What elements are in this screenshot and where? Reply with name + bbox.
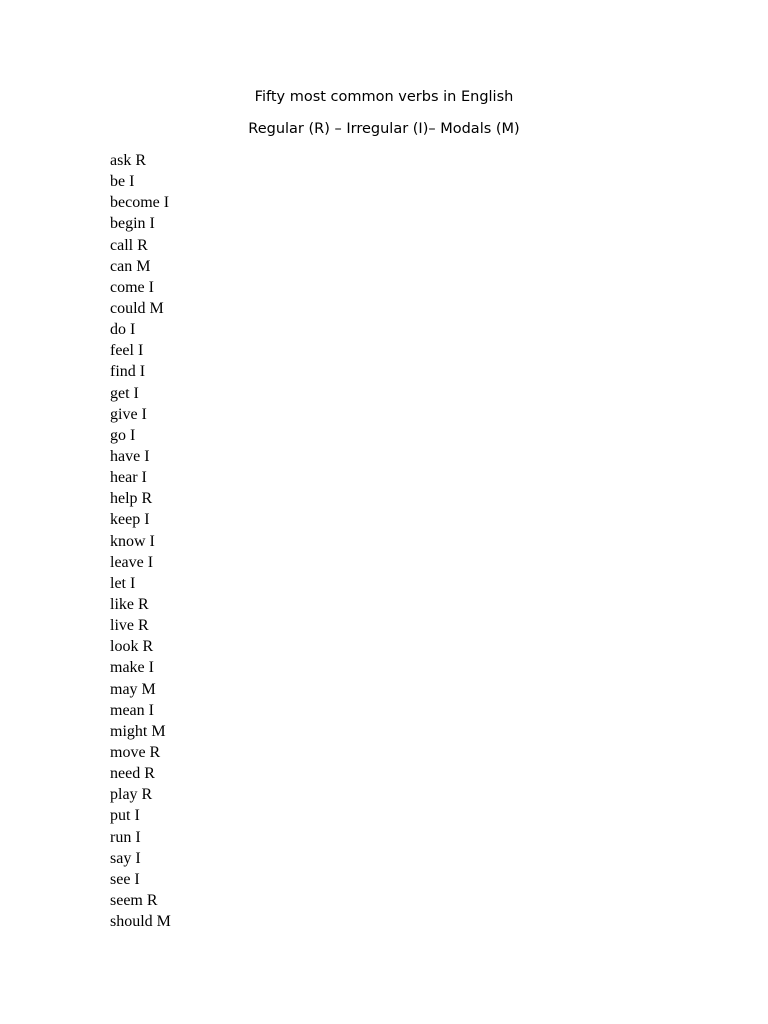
verb-item: find I <box>110 363 146 381</box>
verb-item: might M <box>110 722 166 740</box>
verb-item: seem R <box>110 891 158 909</box>
verb-item: live R <box>110 617 149 635</box>
verb-item: do I <box>110 321 136 339</box>
verb-item: come I <box>110 278 154 296</box>
verb-item: know I <box>110 532 155 550</box>
verb-item: could M <box>110 299 164 317</box>
verb-item: hear I <box>110 469 147 487</box>
verb-item: begin I <box>110 215 155 233</box>
verb-item: play R <box>110 786 153 804</box>
verb-item: like R <box>110 595 149 613</box>
verb-item: call R <box>110 236 148 254</box>
verb-item: give I <box>110 405 147 423</box>
verb-list <box>110 150 171 932</box>
verb-item: move R <box>110 743 161 761</box>
verb-item: look R <box>110 638 154 656</box>
verb-item: run I <box>110 828 141 846</box>
verb-item: help R <box>110 490 153 508</box>
verb-item: make I <box>110 659 154 677</box>
verb-item: mean I <box>110 701 154 719</box>
verb-item: become I <box>110 194 170 212</box>
page-title: Fifty most common verbs in English <box>254 89 514 105</box>
verb-item: can M <box>110 257 151 275</box>
verb-item: need R <box>110 765 155 783</box>
verb-item: put I <box>110 807 140 825</box>
verb-item: say I <box>110 849 141 867</box>
page-subtitle: Regular (R) – Irregular (I)– Modals (M) <box>248 121 520 137</box>
verb-item: let I <box>110 574 136 592</box>
verb-item: have I <box>110 447 150 465</box>
verb-item: may M <box>110 680 156 698</box>
verb-item: get I <box>110 384 139 402</box>
verb-item: feel I <box>110 342 144 360</box>
verb-item: go I <box>110 426 136 444</box>
verb-item: be I <box>110 173 135 191</box>
verb-item: see I <box>110 870 140 888</box>
verb-item: ask R <box>110 152 146 169</box>
verb-item: keep I <box>110 511 150 529</box>
verb-item: should M <box>110 913 171 931</box>
verb-item: leave I <box>110 553 154 571</box>
